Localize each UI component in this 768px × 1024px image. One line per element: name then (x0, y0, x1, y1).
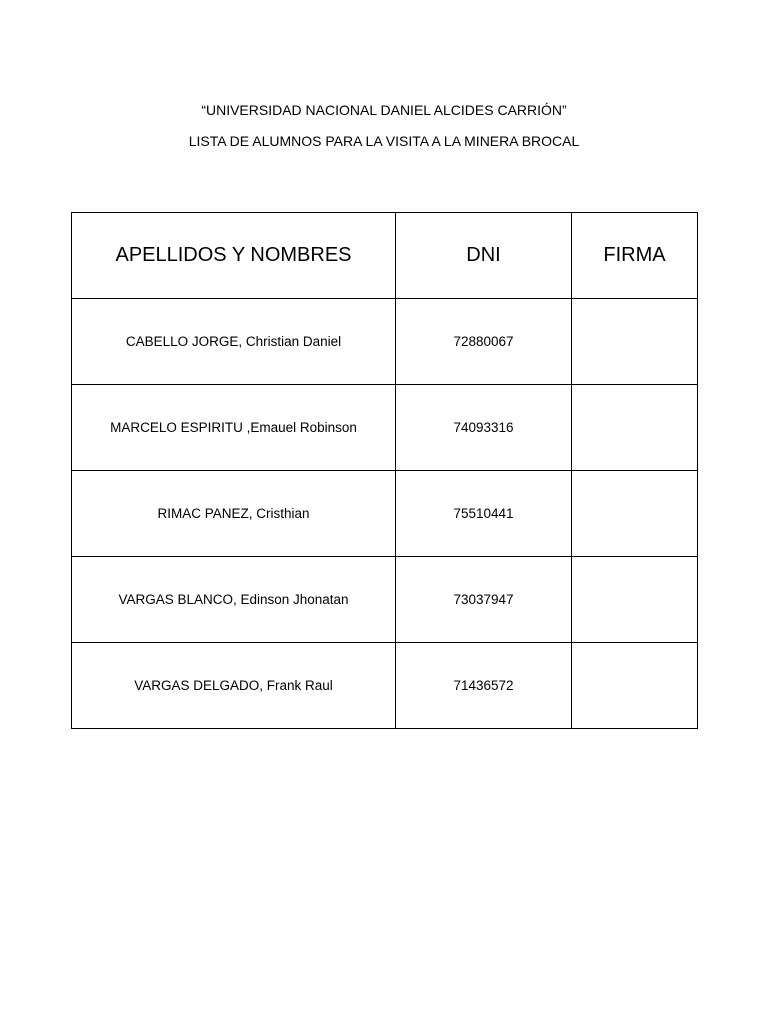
table-row (72, 385, 698, 471)
student-name-cell: MARCELO ESPIRITU ,Emauel Robinson (72, 385, 396, 471)
student-dni-cell: 72880067 (396, 299, 572, 385)
student-name-cell: VARGAS DELGADO, Frank Raul (72, 643, 396, 729)
column-header-name: APELLIDOS Y NOMBRES (72, 213, 396, 299)
student-dni-cell: 75510441 (396, 471, 572, 557)
signature-cell (572, 299, 698, 385)
column-header-dni: DNI (396, 213, 572, 299)
student-name-cell: CABELLO JORGE, Christian Daniel (72, 299, 396, 385)
student-dni-cell: 71436572 (396, 643, 572, 729)
document-subtitle: LISTA DE ALUMNOS PARA LA VISITA A LA MINERA BROCAL (188, 133, 580, 149)
table-header-row (72, 213, 698, 299)
signature-cell (572, 471, 698, 557)
signature-cell (572, 557, 698, 643)
document-title: “UNIVERSIDAD NACIONAL DANIEL ALCIDES CARRIÓN” (201, 102, 567, 118)
student-dni-cell: 74093316 (396, 385, 572, 471)
table-row (72, 643, 698, 729)
student-name-cell: RIMAC PANEZ, Cristhian (72, 471, 396, 557)
student-name-cell: VARGAS BLANCO, Edinson Jhonatan (72, 557, 396, 643)
table-row (72, 471, 698, 557)
table-row (72, 557, 698, 643)
signature-cell (572, 643, 698, 729)
column-header-signature: FIRMA (572, 213, 698, 299)
table-row (72, 299, 698, 385)
student-list-table (71, 212, 698, 729)
student-dni-cell: 73037947 (396, 557, 572, 643)
signature-cell (572, 385, 698, 471)
